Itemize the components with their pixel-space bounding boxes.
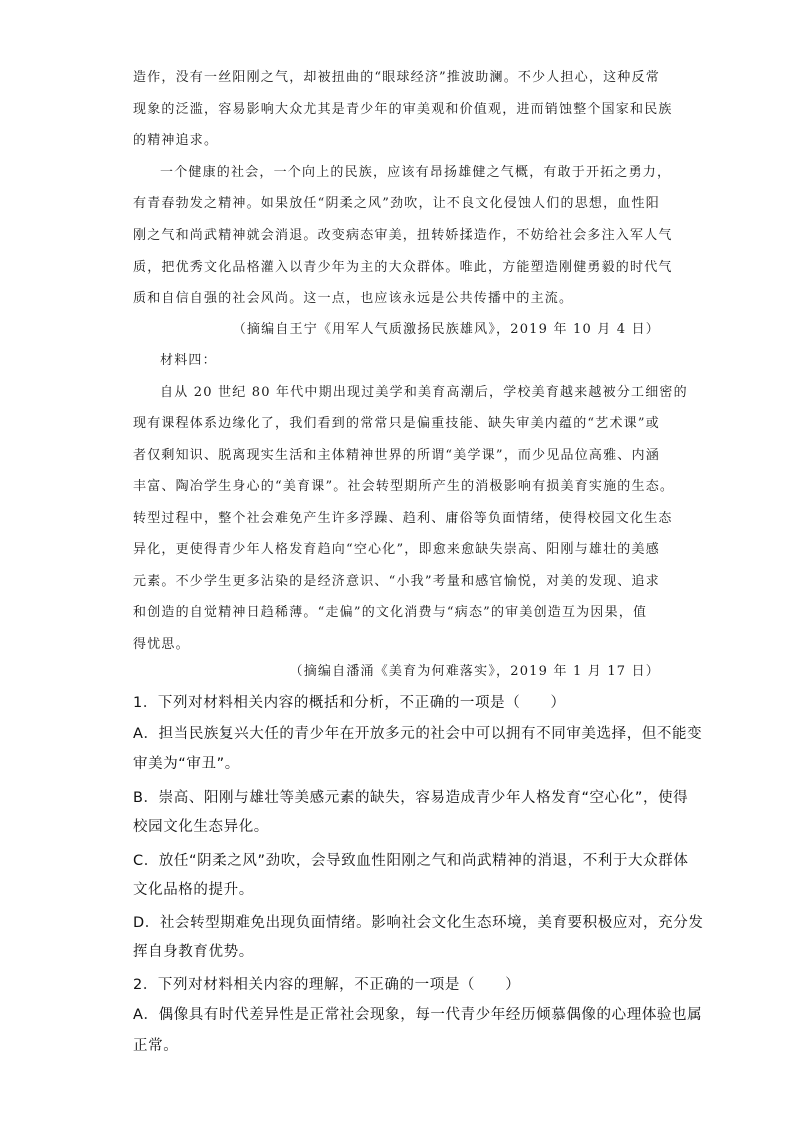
q1-option-b-line-1[interactable]: B．崇高、阳刚与雄壮等美感元素的缺失，容易造成青少年人格发育“空心化”，使得: [133, 790, 689, 806]
material3-tail-line-2: 现象的泛滥，容易影响大众尤其是青少年的审美观和价值观，进而销蚀整个国家和民族: [133, 102, 673, 117]
material3-para2-line-1: 一个健康的社会，一个向上的民族，应该有昂扬雄健之气概，有敢于开拓之勇力，: [160, 165, 672, 180]
material4-line-9: 得忧思。: [133, 637, 190, 652]
question-1-stem: 1．下列对材料相关内容的概括和分析，不正确的一项是（ ）: [133, 695, 566, 711]
q2-option-a-line-1[interactable]: A．偶像具有时代差异性是正常社会现象，每一代青少年经历倾慕偶像的心理体验也属: [133, 1007, 703, 1023]
material3-tail-line-1: 造作，没有一丝阳刚之气，却被扭曲的“眼球经济”推波助澜。不少人担心，这种反常: [133, 70, 660, 85]
question-2-stem: 2．下列对材料相关内容的理解，不正确的一项是（ ）: [133, 977, 521, 993]
q1-option-b-line-2[interactable]: 校园文化生态异化。: [133, 819, 269, 835]
material4-line-1: 自从 20 世纪 80 年代中期出现过美学和美育高潮后，学校美育越来越被分工细密的: [160, 385, 688, 400]
q2-option-a-line-2[interactable]: 正常。: [133, 1038, 179, 1054]
material3-para2-line-3: 刚之气和尚武精神就会消退。改变病态审美，扭转娇揉造作，不妨给社会多注入军人气: [133, 228, 673, 243]
q1-option-a-line-1[interactable]: A．担当民族复兴大任的青少年在开放多元的社会中可以拥有不同审美选择，但不能变: [133, 726, 703, 742]
q1-option-c-line-1[interactable]: C．放任“阴柔之风”劲吹，会导致血性阳刚之气和尚武精神的消退，不利于大众群体: [133, 853, 689, 869]
material4-line-3: 者仅剩知识、脱离现实生活和主体精神世界的所谓“美学课”，而少见品位高雅、内涵: [133, 448, 660, 463]
material3-para2-line-5: 质和自信自强的社会风尚。这一点，也应该永远是公共传播中的主流。: [133, 291, 574, 306]
material4-line-6: 异化，更使得青少年人格发育趋向“空心化”，即愈来愈缺失崇高、阳刚与雄壮的美感: [133, 542, 660, 557]
q1-option-d-line-1[interactable]: D．社会转型期难免出现负面情绪。影响社会文化生态环境，美育要积极应对，充分发: [133, 915, 704, 931]
material4-heading: 材料四：: [160, 353, 217, 368]
material4-line-4: 丰富、陶冶学生身心的“美育课”。社会转型期所产生的消极影响有损美育实施的生态。: [133, 479, 675, 494]
q1-option-a-line-2[interactable]: 审美为“审丑”。: [133, 756, 240, 772]
material3-para2-line-2: 有青春勃发之精神。如果放任“阴柔之风”劲吹，让不良文化侵蚀人们的思想，血性阳: [133, 196, 660, 211]
material4-line-5: 转型过程中，整个社会难免产生许多浮躁、趋利、庸俗等负面情绪，使得校园文化生态: [133, 511, 673, 526]
material3-para2-line-4: 质，把优秀文化品格灌入以青少年为主的大众群体。唯此，方能塑造刚健勇毅的时代气: [133, 260, 673, 275]
material3-source: （摘编自王宁《用军人气质激扬民族雄风》，2019 年 10 月 4 日）: [232, 322, 660, 337]
material4-line-7: 元素。不少学生更多沾染的是经济意识、“小我”考量和感官愉悦，对美的发现、追求: [133, 574, 660, 589]
q1-option-d-line-2[interactable]: 挥自身教育优势。: [133, 944, 254, 960]
material4-line-8: 和创造的自觉精神日趋稀薄。“走偏”的文化消费与“病态”的审美创造互为因果，值: [133, 605, 648, 620]
q1-option-c-line-2[interactable]: 文化品格的提升。: [133, 882, 254, 898]
material3-tail-line-3: 的精神追求。: [133, 133, 219, 148]
material4-source: （摘编自潘涌《美育为何难落实》，2019 年 1 月 17 日）: [289, 664, 660, 679]
material4-line-2: 现有课程体系边缘化了，我们看到的常常只是偏重技能、缺失审美内蕴的“艺术课”或: [133, 416, 660, 431]
